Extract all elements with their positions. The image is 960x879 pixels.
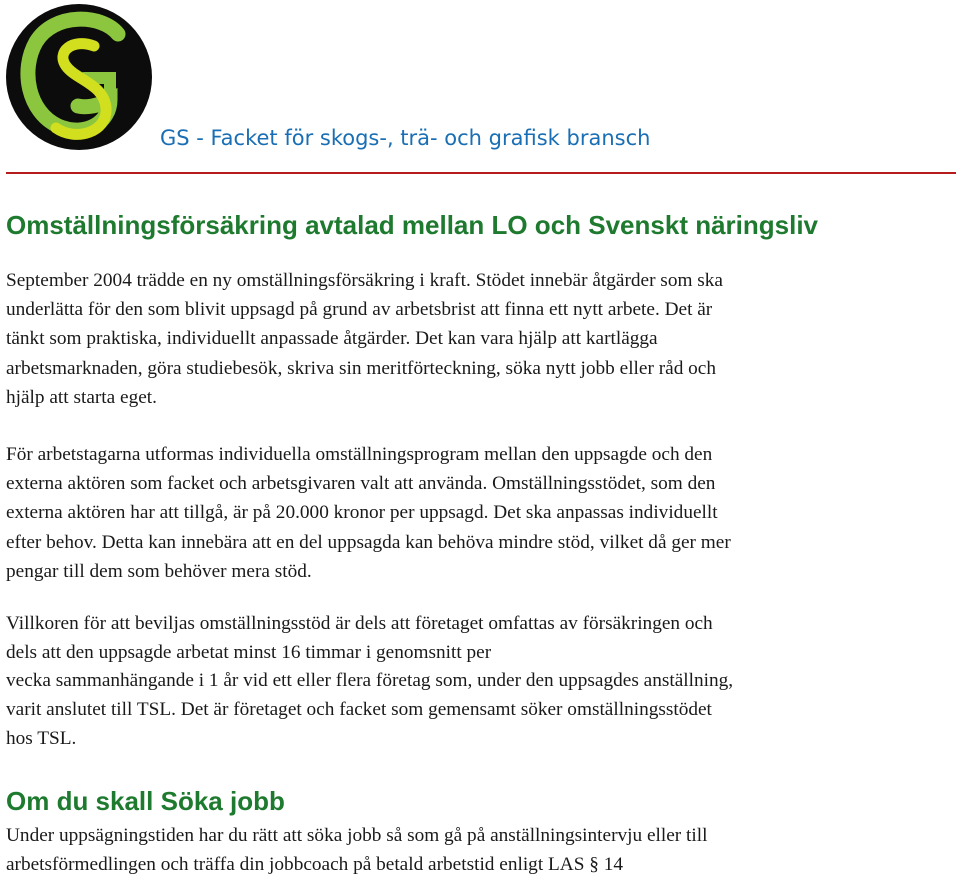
text-line: Villkoren för att beviljas omställningsstöd är dels att företaget omfattas av försäkringen och: [6, 613, 713, 634]
text-line: hos TSL.: [6, 727, 77, 749]
text-line: September 2004 trädde en ny omställningsförsäkring i kraft. Stödet innebär åtgärder som ska: [6, 270, 723, 291]
paragraph-3: [6, 610, 946, 754]
text-line: vecka sammanhängande i 1 år vid ett eller flera företag som, under den uppsagdes anställning,: [6, 670, 734, 692]
section-heading: Om du skall Söka jobb: [6, 786, 285, 816]
paragraph-1: [6, 266, 946, 412]
text-line: varit anslutet till TSL. Det är företaget och facket som gemensamt söker omställningsstödet: [6, 699, 712, 721]
paragraph-2: [6, 440, 946, 586]
text-line: Under uppsägningstiden har du rätt att söka jobb så som gå på anställningsintervju eller till: [6, 825, 708, 846]
text-line: tänkt som praktiska, individuellt anpassade åtgärder. Det kan vara hjälp att kartlägga: [6, 328, 658, 350]
text-line: externa aktören som facket och arbetsgivaren valt att använda. Omställningsstödet, som den: [6, 473, 716, 495]
paragraph-4: [6, 821, 946, 879]
header-divider: [6, 172, 956, 174]
text-line: underlätta för den som blivit uppsagd på grund av arbetsbrist att finna ett nytt arbete. Det är: [6, 299, 713, 321]
gs-logo: [6, 4, 152, 150]
text-line: pengar till dem som behöver mera stöd.: [6, 560, 312, 582]
text-line: externa aktören har att tillgå, är på 20.000 kronor per uppsagd. Det ska anpassas individuellt: [6, 502, 718, 524]
text-line: dels att den uppsagde arbetat minst 16 timmar i genomsnitt per: [6, 641, 492, 663]
text-line: efter behov. Detta kan innebära att en del uppsagda kan behöva mindre stöd, vilket då ger mer: [6, 531, 731, 553]
organization-name: GS - Facket för skogs-, trä- och grafisk bransch: [160, 126, 651, 150]
text-line: arbetsmarknaden, göra studiebesök, skriva sin meritförteckning, söka nytt jobb eller råd och: [6, 357, 716, 379]
text-line: För arbetstagarna utformas individuella omställningsprogram mellan den uppsagde och den: [6, 444, 713, 465]
text-line: hjälp att starta eget.: [6, 386, 157, 408]
article-heading: Omställningsförsäkring avtalad mellan LO och Svenskt näringsliv: [6, 210, 819, 240]
text-line: arbetsförmedlingen och träffa din jobbcoach på betald arbetstid enligt LAS § 14: [6, 854, 623, 875]
